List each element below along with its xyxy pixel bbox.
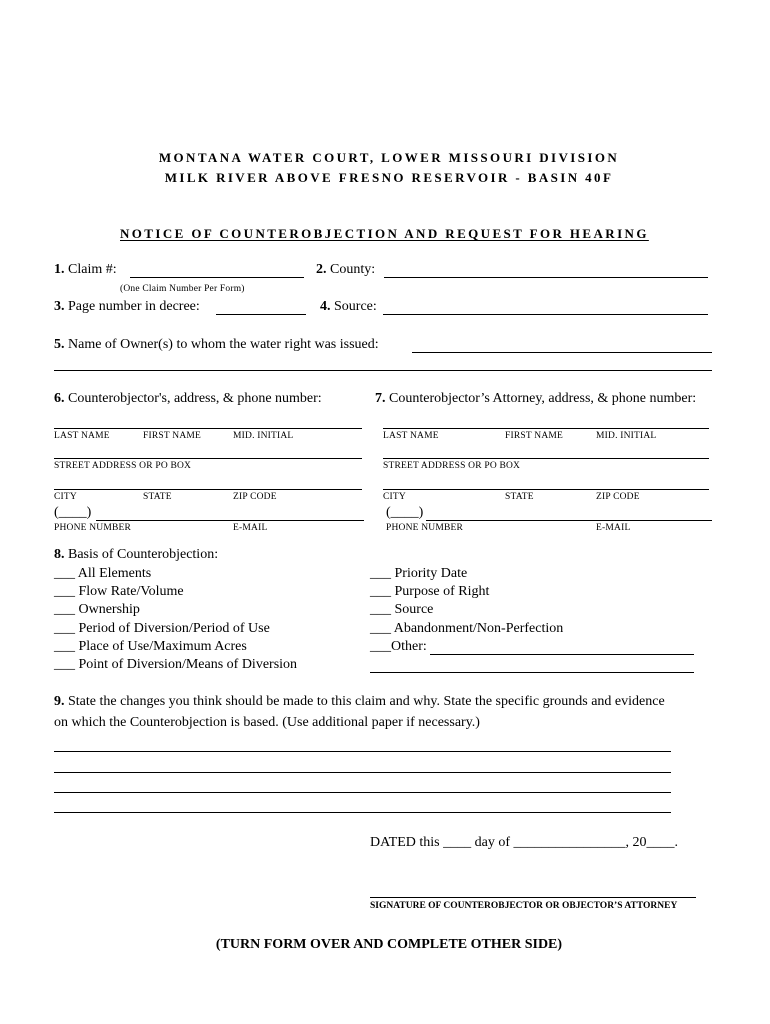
county-input-line[interactable] [384,277,708,278]
counterobjector-city-line[interactable] [54,489,362,490]
attorney-street-caption: STREET ADDRESS OR PO BOX [383,461,521,471]
basis-option-flow-rate[interactable]: ___ Flow Rate/Volume [54,584,184,599]
changes-line-2[interactable] [54,772,671,773]
basis-label: 8. Basis of Counterobjection: [54,547,219,562]
counterobjector-label: 6. Counterobjector's, address, & phone number: [54,391,322,406]
basis-option-point-of-diversion[interactable]: ___ Point of Diversion/Means of Diversion [54,657,298,672]
owner-label: 5. Name of Owner(s) to whom the water right was issued: [54,337,379,352]
claim-note: (One Claim Number Per Form) [120,284,245,294]
basis-option-priority-date[interactable]: ___ Priority Date [370,566,468,581]
other-input-line[interactable] [430,654,694,655]
state-caption: STATE [143,492,172,502]
zip-caption: ZIP CODE [233,492,277,502]
signature-line[interactable] [370,897,696,898]
attorney-email-caption: E-MAIL [596,523,631,533]
changes-instruction: 9. State the changes you think should be made to this claim and why. State the specific grounds and evidence [54,694,665,709]
court-title: MONTANA WATER COURT, LOWER MISSOURI DIVISION [158,150,620,165]
attorney-phone-line[interactable] [426,520,712,521]
page-label: 3. Page number in decree: [54,299,200,314]
source-input-line[interactable] [383,314,708,315]
counterobjector-phone-line[interactable] [96,520,364,521]
county-label: 2. County: [316,262,376,277]
attorney-city-line[interactable] [383,489,709,490]
basis-option-all-elements[interactable]: ___ All Elements [54,566,152,581]
email-caption: E-MAIL [233,523,268,533]
changes-line-4[interactable] [54,812,671,813]
basis-option-place-of-use[interactable]: ___ Place of Use/Maximum Acres [54,639,247,654]
basis-option-purpose[interactable]: ___ Purpose of Right [370,584,490,599]
city-caption: CITY [54,492,77,502]
claim-input-line[interactable] [130,277,304,278]
attorney-phone-caption: PHONE NUMBER [386,523,464,533]
first-name-caption: FIRST NAME [143,431,202,441]
basin-title: MILK RIVER ABOVE FRESNO RESERVOIR - BASIN 40F [164,170,614,185]
attorney-city-caption: CITY [383,492,406,502]
attorney-first-name-caption: FIRST NAME [505,431,564,441]
basis-option-other[interactable]: ___Other: [370,639,427,654]
changes-line-1[interactable] [54,751,671,752]
attorney-name-line[interactable] [383,428,709,429]
basis-option-source[interactable]: ___ Source [370,602,434,617]
attorney-zip-caption: ZIP CODE [596,492,640,502]
street-caption: STREET ADDRESS OR PO BOX [54,461,192,471]
form-title: NOTICE OF COUNTEROBJECTION AND REQUEST FOR HEARING [120,226,649,241]
phone-area-code[interactable]: (____) [54,505,92,520]
basis-option-abandonment[interactable]: ___ Abandonment/Non-Perfection [370,621,564,636]
changes-line-3[interactable] [54,792,671,793]
owner-input-line[interactable] [412,352,712,353]
mid-initial-caption: MID. INITIAL [233,431,294,441]
signature-caption: SIGNATURE OF COUNTEROBJECTOR OR OBJECTOR’S ATTORNEY [370,901,678,911]
attorney-label: 7. Counterobjector’s Attorney, address, & phone number: [375,391,697,406]
counterobjector-street-line[interactable] [54,458,362,459]
phone-caption: PHONE NUMBER [54,523,132,533]
basis-option-ownership[interactable]: ___ Ownership [54,602,140,617]
basis-option-period[interactable]: ___ Period of Diversion/Period of Use [54,621,270,636]
attorney-phone-area-code[interactable]: (____) [386,505,424,520]
attorney-street-line[interactable] [383,458,709,459]
attorney-mid-initial-caption: MID. INITIAL [596,431,657,441]
counterobjector-name-line[interactable] [54,428,362,429]
claim-label: 1. Claim #: [54,262,117,277]
changes-instruction-2: on which the Counterobjection is based. (Use additional paper if necessary.) [54,715,480,730]
attorney-state-caption: STATE [505,492,534,502]
attorney-last-name-caption: LAST NAME [383,431,439,441]
page-input-line[interactable] [216,314,306,315]
turn-over-notice: (TURN FORM OVER AND COMPLETE OTHER SIDE) [215,937,563,952]
owner-input-line-2[interactable] [54,370,712,371]
dated-line[interactable]: DATED this ____ day of ________________, 20____. [370,835,678,850]
source-label: 4. Source: [320,299,377,314]
other-input-line-2[interactable] [370,672,694,673]
last-name-caption: LAST NAME [54,431,110,441]
